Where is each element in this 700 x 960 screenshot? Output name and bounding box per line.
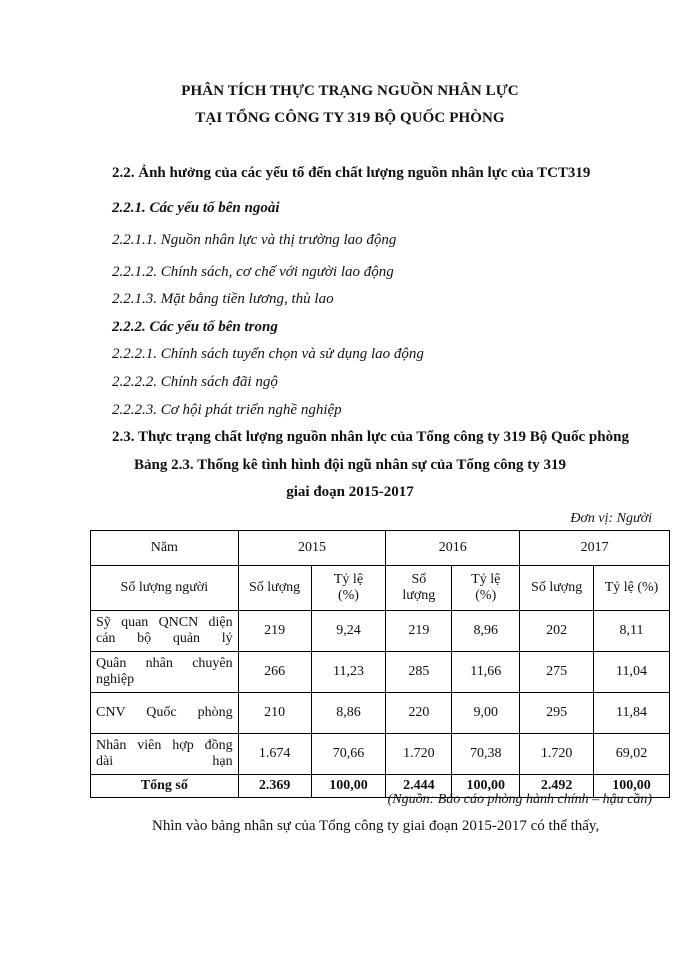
cell-2015-pct: 11,23	[311, 652, 386, 693]
item-2-2-1-3: 2.2.1.3. Mặt bằng tiền lương, thù lao	[112, 291, 334, 307]
cell-2017-qty: 202	[520, 611, 594, 652]
cell-2016-pct: 9,00	[452, 693, 520, 734]
cell-2015-pct: 70,66	[311, 734, 386, 775]
table-header-row	[91, 531, 670, 566]
subheader-text: Tỷ lệ	[471, 572, 501, 587]
unit-label: Đơn vị: Người	[570, 511, 652, 526]
row-label-line: Nhân viên hợp đồng	[96, 738, 233, 753]
cell-2016-qty: 1.720	[386, 734, 452, 775]
cell-2017-pct: 69,02	[594, 734, 670, 775]
cell-2015-qty: 1.674	[238, 734, 311, 775]
cell-2017-qty: 1.720	[520, 734, 594, 775]
staff-statistics-table	[90, 530, 670, 798]
row-label	[91, 611, 239, 652]
total-label: Tổng số	[91, 775, 239, 798]
table-subheader-row	[91, 566, 670, 611]
source-note: (Nguồn: Báo cáo phòng hành chính – hậu cần)	[387, 792, 652, 807]
cell-2017-pct: 8,11	[594, 611, 670, 652]
total-2017-qty: 2.492	[520, 775, 594, 798]
cell-2015-pct: 8,86	[311, 693, 386, 734]
total-2015-pct: 100,00	[311, 775, 386, 798]
subheader-text: (%)	[337, 588, 359, 603]
count-label-cell: Số lượng người	[91, 566, 239, 611]
subheader-text: Số	[411, 572, 427, 587]
cell-2016-qty: 285	[386, 652, 452, 693]
table-row	[91, 611, 670, 652]
cell-2015-qty: 219	[238, 611, 311, 652]
subheader-text: Tỷ lệ	[333, 572, 364, 587]
item-2-2-1-1: 2.2.1.1. Nguồn nhân lực và thị trường lao động	[112, 232, 397, 248]
cell-2016-pct: 11,66	[452, 652, 520, 693]
heading-2-2-1: 2.2.1. Các yếu tố bên ngoài	[112, 200, 280, 216]
year-2015-header: 2015	[238, 531, 386, 566]
heading-2-2-2: 2.2.2. Các yếu tố bên trong	[112, 319, 278, 335]
cell-2017-qty: 295	[520, 693, 594, 734]
subheader-2015-qty: Số lượng	[238, 566, 311, 611]
row-label-line: cán bộ quản lý	[96, 631, 233, 646]
row-label: CNV Quốc phòng	[91, 693, 239, 734]
subheader-2016-pct	[452, 566, 520, 611]
cell-2016-qty: 219	[386, 611, 452, 652]
cell-2015-pct: 9,24	[311, 611, 386, 652]
row-label-line: dài hạn	[96, 754, 233, 769]
row-label	[91, 734, 239, 775]
row-label-line: nghiệp	[96, 672, 135, 687]
row-label-line: Quân nhân chuyên	[96, 656, 233, 671]
total-2016-qty: 2.444	[386, 775, 452, 798]
item-2-2-2-1: 2.2.2.1. Chính sách tuyển chọn và sử dụng lao động	[112, 346, 424, 362]
year-label-cell: Năm	[91, 531, 239, 566]
cell-2017-qty: 275	[520, 652, 594, 693]
cell-2017-pct: 11,04	[594, 652, 670, 693]
year-2017-header: 2017	[520, 531, 670, 566]
body-paragraph: Nhìn vào bảng nhân sự của Tổng công ty giai đoạn 2015-2017 có thể thấy,	[152, 818, 600, 834]
row-label-line: Sỹ quan QNCN diện	[96, 615, 233, 630]
total-2015-qty: 2.369	[238, 775, 311, 798]
cell-2015-qty: 210	[238, 693, 311, 734]
subheader-2015-pct	[311, 566, 386, 611]
cell-2016-pct: 70,38	[452, 734, 520, 775]
subheader-2017-pct: Tỷ lệ (%)	[594, 566, 670, 611]
cell-2016-qty: 220	[386, 693, 452, 734]
table-row	[91, 734, 670, 775]
item-2-2-2-2: 2.2.2.2. Chính sách đãi ngộ	[112, 374, 278, 390]
subheader-text: (%)	[475, 588, 497, 603]
table-caption-line-2: giai đoạn 2015-2017	[286, 484, 414, 500]
row-label	[91, 652, 239, 693]
subheader-2016-qty	[386, 566, 452, 611]
heading-2-3: 2.3. Thực trạng chất lượng nguồn nhân lực của Tổng công ty 319 Bộ Quốc phòng	[112, 429, 629, 445]
cell-2016-pct: 8,96	[452, 611, 520, 652]
item-2-2-2-3: 2.2.2.3. Cơ hội phát triển nghề nghiệp	[112, 402, 342, 418]
year-2016-header: 2016	[386, 531, 520, 566]
table-row	[91, 693, 670, 734]
table-caption-line-1: Bảng 2.3. Thống kê tình hình đội ngũ nhân sự của Tổng công ty 319	[134, 457, 566, 473]
total-2016-pct: 100,00	[452, 775, 520, 798]
doc-title-line-2: TẠI TỔNG CÔNG TY 319 BỘ QUỐC PHÒNG	[195, 110, 505, 126]
subheader-text: lượng	[402, 588, 436, 603]
item-2-2-1-2: 2.2.1.2. Chính sách, cơ chế với người lao động	[112, 264, 394, 280]
cell-2015-qty: 266	[238, 652, 311, 693]
total-2017-pct: 100,00	[594, 775, 670, 798]
cell-2017-pct: 11,84	[594, 693, 670, 734]
heading-2-2: 2.2. Ảnh hưởng của các yếu tố đến chất lượng nguồn nhân lực của TCT319	[112, 165, 591, 181]
table-row	[91, 652, 670, 693]
doc-title-line-1: PHÂN TÍCH THỰC TRẠNG NGUỒN NHÂN LỰC	[181, 83, 519, 99]
subheader-2017-qty: Số lượng	[520, 566, 594, 611]
